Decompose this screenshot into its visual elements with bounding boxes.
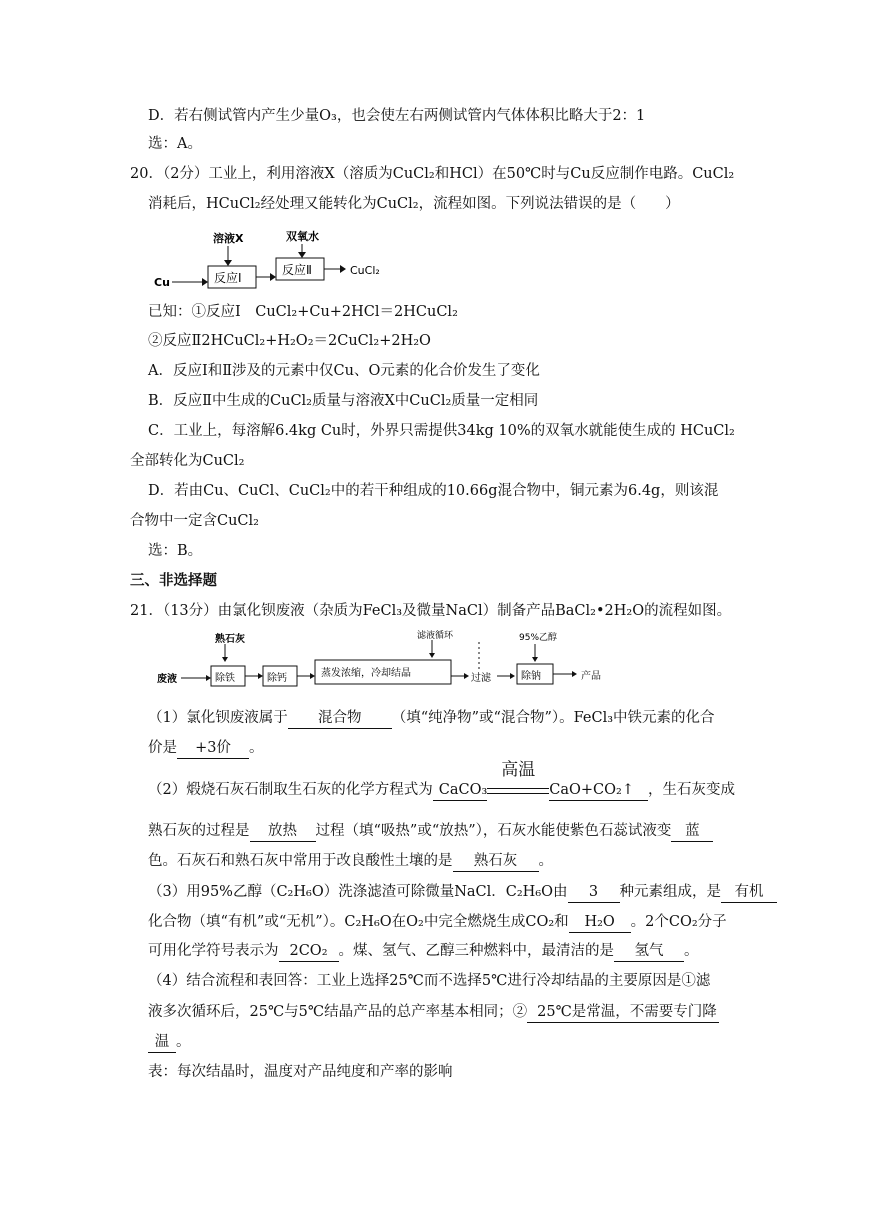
answer-blank: 25℃是常温，不需要专门降 <box>527 1002 719 1023</box>
diagram-remove-iron: 除铁 <box>215 673 235 684</box>
answer-blank: 温 <box>148 1032 176 1053</box>
q21-stem: 21．（13分）由氯化钡废液（杂质为FeCl₃及微量NaCl）制备产品BaCl₂•2H₂O的流程如图。 <box>130 603 732 619</box>
answer-blank: 混合物 <box>288 708 392 729</box>
diagram-reaction2: 反应Ⅱ <box>282 263 312 277</box>
q21-part1-line2: 价是 +3价 。 <box>148 738 264 759</box>
q21-part3-line1: （3）用95%乙醇（C₂H₆O）洗涤滤渣可除微量NaCl．C₂H₆O由 3 种元素组成，是 有机 <box>148 882 777 903</box>
arrowhead-down-2 <box>298 252 306 258</box>
q21-part3-line2: 化合物（填“有机”或“无机”）。C₂H₆O在O₂中完全燃烧生成CO₂和 H₂O 。2个CO₂分子 <box>148 912 727 933</box>
diagram-reaction1: 反应Ⅰ <box>214 271 242 285</box>
answer-blank: H₂O <box>569 912 631 933</box>
arrowhead-down-ethanol <box>532 657 538 662</box>
answer-blank: 2CO₂ <box>279 941 339 962</box>
q21-flow-diagram <box>155 630 625 690</box>
arrowhead-r1-r2 <box>270 273 276 281</box>
q21-part1-line1: （1）氯化钡废液属于 混合物 （填“纯净物”或“混合物”）。FeCl₃中铁元素的化合 <box>148 708 715 729</box>
reaction-condition: 高温 <box>487 780 549 794</box>
arrowhead-3 <box>464 673 469 679</box>
q20-known1: 已知：①反应Ⅰ CuCl₂+Cu+2HCl＝2HCuCl₂ <box>148 304 458 320</box>
q20-option-d-line1: D．若由Cu、CuCl、CuCl₂中的若干种组成的10.66g混合物中，铜元素为6.4g，则该混 <box>148 483 719 499</box>
diagram-slaked-lime: 熟石灰 <box>215 634 245 645</box>
arrowhead-down-cycle <box>429 653 435 658</box>
q20-option-c-line1: C．工业上，每溶解6.4kg Cu时，外界只需提供34kg 10%的双氧水就能使生成的 HCuCl₂ <box>148 423 735 439</box>
q20-answer: 选：B。 <box>148 543 203 559</box>
q20-option-b: B．反应Ⅱ中生成的CuCl₂质量与溶液X中CuCl₂质量一定相同 <box>148 393 539 409</box>
q20-option-c-line2: 全部转化为CuCl₂ <box>130 453 245 469</box>
answer-blank: +3价 <box>177 738 249 759</box>
arrowhead-2 <box>310 673 315 679</box>
answer-blank: 蓝 <box>671 821 713 842</box>
q21-part4-line1: （4）结合流程和表回答：工业上选择25℃而不选择5℃进行冷却结晶的主要原因是①滤 <box>148 973 711 989</box>
diagram-hydrogen-peroxide: 双氧水 <box>286 230 319 243</box>
equation-left: CaCO₃ <box>433 780 488 801</box>
diagram-waste: 废液 <box>157 674 177 685</box>
diagram-solution-x: 溶液X <box>213 232 244 245</box>
arrowhead-1 <box>258 673 263 679</box>
arrowhead-down-lime <box>222 657 228 662</box>
section-title: 三、非选择题 <box>130 573 217 589</box>
diagram-product: CuCl₂ <box>350 264 380 277</box>
diagram-ethanol: 95%乙醇 <box>519 633 558 643</box>
diagram-evaporate: 蒸发浓缩，冷却结晶 <box>321 668 411 679</box>
q21-table-caption: 表：每次结晶时，温度对产品纯度和产率的影响 <box>148 1064 453 1080</box>
arrowhead-5 <box>572 671 577 677</box>
arrowhead-cu <box>202 278 208 286</box>
q20-stem-line1: 20．（2分）工业上，利用溶液X（溶质为CuCl₂和HCl）在50℃时与Cu反应制作电路。CuCl₂ <box>130 166 735 182</box>
answer-blank: 熟石灰 <box>453 851 539 872</box>
q21-part4-line2: 液多次循环后，25℃与5℃结晶产品的总产率基本相同；② 25℃是常温，不需要专门降 <box>148 1002 719 1023</box>
q20-option-d-line2: 合物中一定含CuCl₂ <box>130 513 259 529</box>
q21-part4-line3: 温 。 <box>148 1032 191 1053</box>
q19-answer: 选：A。 <box>148 136 202 152</box>
answer-blank: 有机 <box>721 882 777 903</box>
answer-blank: 氢气 <box>614 941 684 962</box>
q20-stem-line2: 消耗后，HCuCl₂经处理又能转化为CuCl₂，流程如图。下列说法错误的是（ ） <box>148 196 680 212</box>
q20-flow-diagram <box>150 226 400 296</box>
arrowhead-waste <box>206 675 211 681</box>
q21-part3-line3: 可用化学符号表示为 2CO₂ 。煤、氢气、乙醇三种燃料中，最清洁的是 氢气 。 <box>148 941 699 962</box>
arrowhead-down-1 <box>224 260 232 266</box>
answer-blank: 3 <box>568 882 620 903</box>
arrowhead-r2-product <box>340 265 346 273</box>
diagram-remove-calcium: 除钙 <box>267 673 287 684</box>
diagram-filtrate-cycle: 滤液循环 <box>417 631 454 641</box>
q20-option-a: A．反应Ⅰ和Ⅱ涉及的元素中仅Cu、O元素的化合价发生了变化 <box>148 363 540 379</box>
answer-blank: 放热 <box>250 821 316 842</box>
q21-part2-line2: 熟石灰的过程是 放热 过程（填“吸热”或“放热”），石灰水能使紫色石蕊试液变 蓝 <box>148 821 713 842</box>
diagram-product: 产品 <box>581 671 601 682</box>
q20-known2: ②反应Ⅱ2HCuCl₂+H₂O₂＝2CuCl₂+2H₂O <box>148 333 431 349</box>
diagram-remove-sodium: 除钠 <box>521 671 541 682</box>
equation-right: CaO+CO₂↑ <box>549 780 648 801</box>
arrowhead-4 <box>510 673 515 679</box>
q21-part2-line1: （2）煅烧石灰石制取生石灰的化学方程式为 CaCO₃ 高温 CaO+CO₂↑ ，生石灰变成 <box>148 780 735 801</box>
diagram-filter: 过滤 <box>471 673 491 684</box>
diagram-cu: Cu <box>154 276 170 289</box>
q21-part2-line3: 色。石灰石和熟石灰中常用于改良酸性土壤的是 熟石灰 。 <box>148 851 553 872</box>
q19-option-d: D．若右侧试管内产生少量O₃，也会使左右两侧试管内气体体积比略大于2：1 <box>148 108 646 124</box>
